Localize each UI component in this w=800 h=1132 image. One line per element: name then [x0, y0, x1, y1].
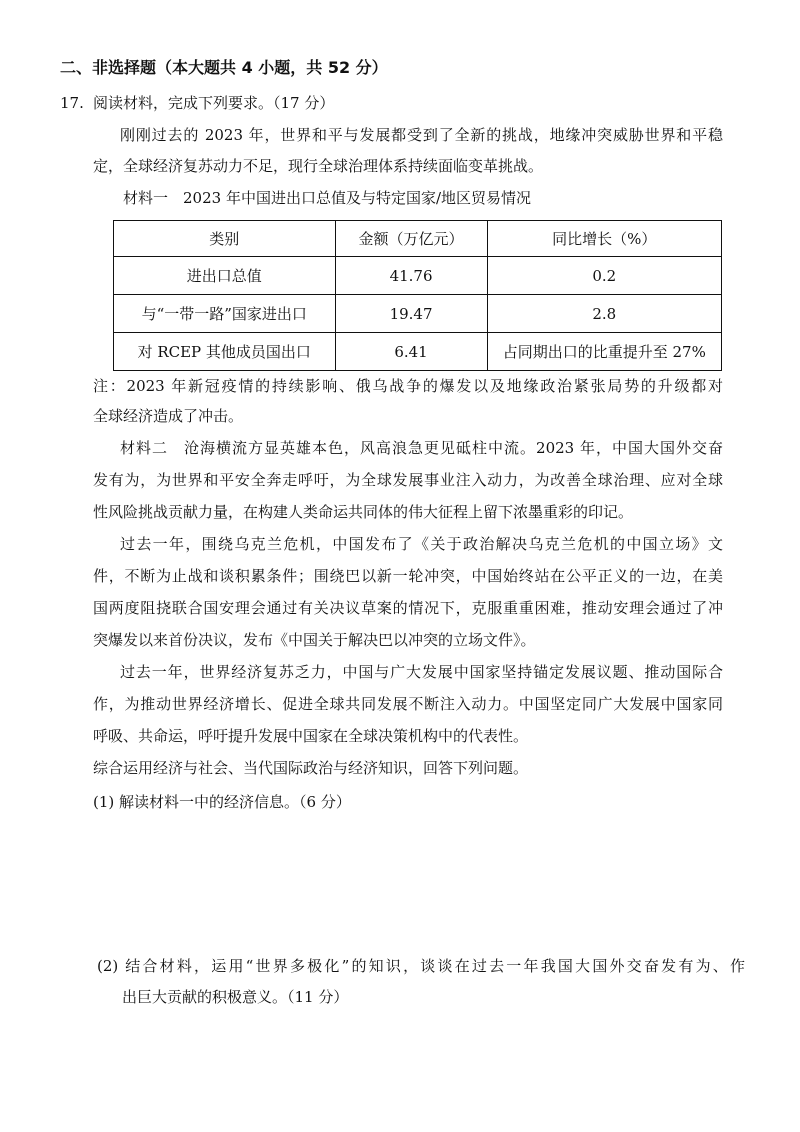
subquestion-2-line-2: 出巨大贡献的积极意义。（11 分）: [122, 988, 349, 1006]
trade-table: [113, 220, 722, 371]
intro-line-1: 刚刚过去的 2023 年，世界和平与发展都受到了全新的挑战，地缘冲突威胁世界和平稳: [120, 126, 723, 144]
question-number: 17.: [60, 94, 84, 112]
table-cell: 6.41: [335, 333, 487, 371]
table-cell: 进出口总值: [114, 257, 336, 295]
material2-line-3: 性风险挑战贡献力量，在构建人类命运共同体的伟大征程上留下浓墨重彩的印记。: [93, 503, 634, 521]
table-cell: 19.47: [335, 295, 487, 333]
table-header-row: [114, 221, 722, 257]
section-heading: 二、非选择题（本大题共 4 小题，共 52 分）: [60, 58, 388, 77]
table-cell: 占同期出口的比重提升至 27%: [487, 333, 721, 371]
table-cell: 41.76: [335, 257, 487, 295]
question-instruction: 阅读材料，完成下列要求。（17 分）: [93, 94, 335, 112]
material2-p3-line-1: 过去一年，世界经济复苏乏力，中国与广大发展中国家坚持锚定发展议题、推动国际合: [120, 663, 723, 681]
table-row: [114, 333, 722, 371]
table-row: [114, 257, 722, 295]
note-line-2: 全球经济造成了冲击。: [93, 407, 244, 425]
material2-p2-line-3: 国两度阻挠联合国安理会通过有关决议草案的情况下，克服重重困难，推动安理会通过了冲: [93, 599, 723, 617]
material2-line-1: 材料二 沧海横流方显英雄本色，风高浪急更见砥柱中流。2023 年，中国大国外交奋: [120, 439, 723, 457]
header-amount: 金额（万亿元）: [335, 221, 487, 257]
material2-p2-line-2: 件，不断为止战和谈积累条件；围绕巴以新一轮冲突，中国始终站在公平正义的一边，在美: [93, 567, 723, 585]
table-cell: 0.2: [487, 257, 721, 295]
header-growth: 同比增长（%）: [487, 221, 721, 257]
header-category: 类别: [114, 221, 336, 257]
material2-line-2: 发有为，为世界和平安全奔走呼吁，为全球发展事业注入动力，为改善全球治理、应对全球: [93, 471, 723, 489]
subquestion-2-line-1: (2) 结合材料，运用“世界多极化”的知识，谈谈在过去一年我国大国外交奋发有为、作: [97, 957, 745, 975]
material1-title: 材料一 2023 年中国进出口总值及与特定国家/地区贸易情况: [123, 189, 531, 207]
task-instruction: 综合运用经济与社会、当代国际政治与经济知识，回答下列问题。: [93, 759, 529, 777]
subquestion-1: (1) 解读材料一中的经济信息。（6 分）: [93, 793, 351, 811]
table-row: [114, 295, 722, 333]
table-cell: 对 RCEP 其他成员国出口: [114, 333, 336, 371]
material2-p2-line-1: 过去一年，围绕乌克兰危机，中国发布了《关于政治解决乌克兰危机的中国立场》文: [120, 535, 723, 553]
table-cell: 与“一带一路”国家进出口: [114, 295, 336, 333]
table-cell: 2.8: [487, 295, 721, 333]
note-line-1: 注：2023 年新冠疫情的持续影响、俄乌战争的爆发以及地缘政治紧张局势的升级都对: [93, 377, 723, 395]
intro-line-2: 定，全球经济复苏动力不足，现行全球治理体系持续面临变革挑战。: [93, 157, 544, 175]
material2-p3-line-3: 呼吸、共命运，呼吁提升发展中国家在全球决策机构中的代表性。: [93, 727, 529, 745]
material2-p2-line-4: 突爆发以来首份决议，发布《中国关于解决巴以冲突的立场文件》。: [93, 631, 536, 649]
material2-p3-line-2: 作，为推动世界经济增长、促进全球共同发展不断注入动力。中国坚定同广大发展中国家同: [93, 695, 723, 713]
